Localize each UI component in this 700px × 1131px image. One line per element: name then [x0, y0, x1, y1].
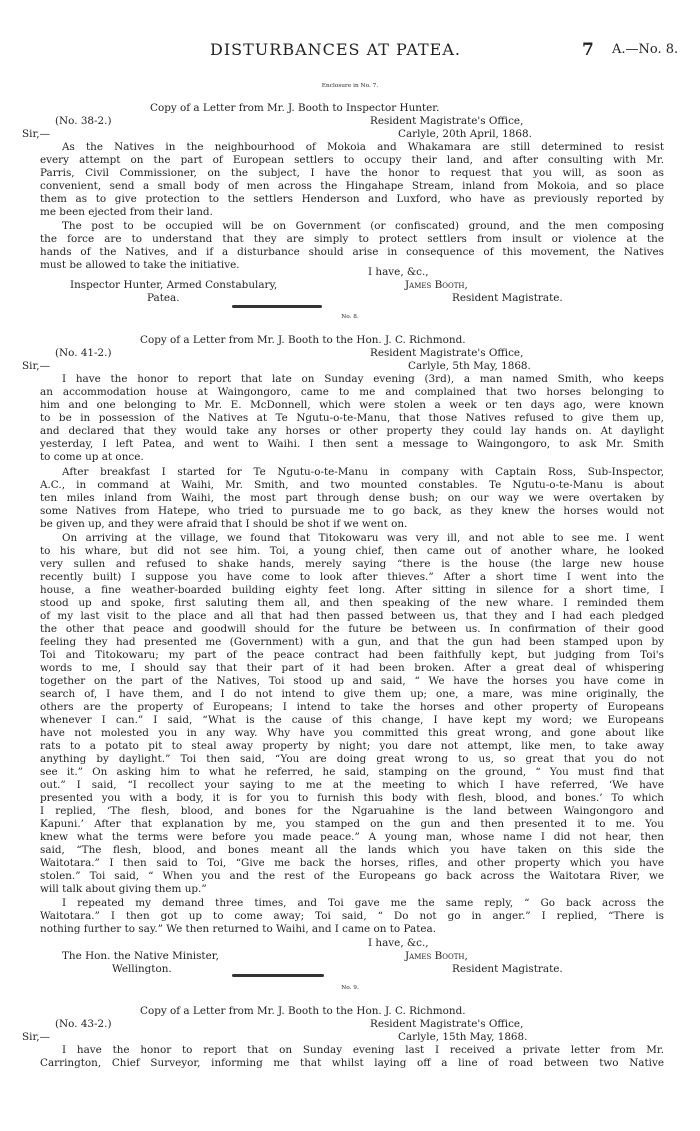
body-line: knew what the terms were before you made peace.” A young man, whose name I did not hear, then: [40, 831, 664, 843]
body-line: together on the part of the Natives, Toi stood up and said, “ We have the horses you have come in: [40, 675, 664, 687]
letter-ref-number: (No. 43-2.): [55, 1018, 112, 1030]
body-line: Waitotara.” I then said to Toi, “Give me back the horses, rifles, and other property which you have: [40, 857, 664, 869]
body-line: Carrington, Chief Surveyor, informing me that whilst laying off a line of road between two Native: [40, 1057, 664, 1069]
letter-ref-number: (No. 41-2.): [55, 347, 112, 359]
copy-line: Copy of a Letter from Mr. J. Booth to Inspector Hunter.: [150, 102, 440, 114]
body-line: A.C., in command at Waihi, Mr. Smith, and two mounted constables. Te Ngutu-o-te-Manu is about: [40, 479, 664, 491]
body-line: recently built) I suppose you have come to look after thieves.” After a short time I went into the: [40, 571, 664, 583]
body-line: I repeated my demand three times, and Toi gave me the same reply, “ Go back across the: [62, 897, 664, 909]
body-line: will talk about giving them up.”: [40, 883, 207, 895]
body-line: words to me, I should say that their part of it had been broken. After a great deal of whispering: [40, 662, 664, 674]
body-line: I have the honor to report that on Sunday evening last I received a private letter from Mr.: [62, 1044, 664, 1056]
body-line: must be allowed to take the initiative.: [40, 259, 240, 271]
body-line: As the Natives in the neighbourhood of Mokoia and Whakamara are still determined to resist: [62, 141, 664, 153]
body-line: said, “The flesh, blood, and bones meant all the lands which you have taken on this side the: [40, 844, 664, 856]
body-line: Waitotara.” I then got up to come away; Toi said, “ Do not go in anger.” I replied, “There is: [40, 910, 664, 922]
body-line: The post to be occupied will be on Government (or confiscated) ground, and the men composing: [62, 220, 664, 232]
copy-line: Copy of a Letter from Mr. J. Booth to the Hon. J. C. Richmond.: [140, 1005, 466, 1017]
body-line: stolen.” Toi said, “ When you and the rest of the Europeans go back across the Waitotara River, we: [40, 870, 664, 882]
addressee: The Hon. the Native Minister,: [62, 950, 219, 962]
salutation: Sir,—: [22, 128, 50, 140]
section-heading: No. 9.: [341, 985, 359, 991]
office-line: Resident Magistrate's Office,: [370, 115, 524, 127]
body-line: very sullen and refused to shake hands, merely saying “there is the house (the large new house: [40, 558, 664, 570]
section-divider: [232, 305, 322, 308]
body-line: others are the property of Europeans; I intend to take the horses and other property of Europeans: [40, 701, 664, 713]
body-line: Kapuni.’ After that explanation by me, you stamped on the gun and then presented it to me. You: [40, 818, 664, 830]
page-number: 7: [582, 40, 594, 60]
letter-ref-number: (No. 38-2.): [55, 115, 112, 127]
body-line: see it.” On asking him to what he referred, he said, stamping on the ground, “ You must find that: [40, 766, 664, 778]
body-line: them as to give protection to the settlers Henderson and Luxford, who have as previously reported by: [40, 193, 664, 205]
body-line: search of, I have them, and I do not intend to give them up; one, a mare, was mine originally, the: [40, 688, 664, 700]
body-line: convenient, send a small body of men across the Hingahape Stream, inland from Mokoia, and so place: [40, 180, 664, 192]
section-heading: No. 8.: [341, 314, 359, 320]
body-line: rats to a potato pit to steal away property by night; you dare not attempt, like men, to take away: [40, 740, 664, 752]
body-line: him and one belonging to Mr. E. McDonnell, which were stolen a week or ten days ago, were known: [40, 399, 664, 411]
addressee-place: Wellington.: [112, 963, 172, 975]
place-date: Carlyle, 20th April, 1868.: [398, 128, 532, 140]
signature-title: Resident Magistrate.: [452, 963, 563, 975]
body-line: and declared that they would take any horses or other property they could lay hands on. At daylight: [40, 425, 664, 437]
body-line: to be in possession of the Natives at Te Ngutu-o-te-Manu, that those Natives refused to give them up,: [40, 412, 664, 424]
body-line: Toi and Titokowaru; my part of the peace contract had been faithfully kept, but judging from Toi's: [40, 649, 664, 661]
body-line: an accommodation house at Waingongoro, came to me and complained that two horses belonging to: [40, 386, 664, 398]
document-reference: A.—No. 8.: [612, 42, 679, 57]
body-line: I replied, ‘The flesh, blood, and bones for the Ngaruahine is the land between Waingongoro and: [40, 805, 664, 817]
body-line: nothing further to say.” We then returned to Waihi, and I came on to Patea.: [40, 923, 437, 935]
body-line: yesterday, I left Patea, and went to Waihi. I then sent a message to Waingongoro, to ask Mr. Smith: [40, 438, 664, 450]
signature-title: Resident Magistrate.: [452, 292, 563, 304]
copy-line: Copy of a Letter from Mr. J. Booth to the Hon. J. C. Richmond.: [140, 334, 466, 346]
body-line: have not molested you in any way. Why have you committed this great wrong, and gone about like: [40, 727, 664, 739]
section-divider: [232, 974, 324, 977]
body-line: whenever I can.” I said, “What is the cause of this change, I have kept my word; we Europeans: [40, 714, 664, 726]
body-line: out.” I said, “I recollect your saying to me at the meeting to which I have referred, ‘We have: [40, 779, 664, 791]
body-line: be given up, and they were afraid that I should be shot if we went on.: [40, 518, 408, 530]
office-line: Resident Magistrate's Office,: [370, 347, 524, 359]
body-line: hands of the Natives, and if a disturbance should arise in consequence of this movement, the Natives: [40, 246, 664, 258]
salutation: Sir,—: [22, 360, 50, 372]
place-date: Carlyle, 15th May, 1868.: [398, 1031, 528, 1043]
office-line: Resident Magistrate's Office,: [370, 1018, 524, 1030]
body-line: to come up at once.: [40, 451, 144, 463]
body-line: After breakfast I started for Te Ngutu-o-te-Manu in company with Captain Ross, Sub-Inspector,: [62, 466, 664, 478]
body-line: the other that peace and goodwill should for the future be between us. In confirmation of their good: [40, 623, 664, 635]
addressee-place: Patea.: [147, 292, 180, 304]
body-line: On arriving at the village, we found that Titokowaru was very ill, and not able to see me. I went: [62, 532, 664, 544]
running-title: DISTURBANCES AT PATEA.: [210, 40, 461, 59]
body-line: anything by daylight.” Toi then said, “You are doing great wrong to us, so great that you do not: [40, 753, 664, 765]
addressee: Inspector Hunter, Armed Constabulary,: [70, 279, 278, 291]
body-line: house, a fine weather-boarded building eighty feet long. After sitting in silence for a short time, I: [40, 584, 664, 596]
body-line: me been ejected from their land.: [40, 206, 213, 218]
body-line: to his whare, but did not see him. Toi, a young chief, then came out of another whare, he looked: [40, 545, 664, 557]
running-header: [0, 40, 700, 66]
place-date: Carlyle, 5th May, 1868.: [408, 360, 531, 372]
signature: James Booth,: [405, 950, 468, 962]
signature: James Booth,: [405, 279, 468, 291]
salutation: Sir,—: [22, 1031, 50, 1043]
body-line: the force are to understand that they are simply to protect settlers from insult or violence at the: [40, 233, 664, 245]
closing: I have, &c.,: [368, 937, 429, 949]
body-line: ten miles inland from Waihi, the most part through dense bush; on our way we were overtaken by: [40, 492, 664, 504]
body-line: presented you with a body, it is for you to furnish this body with flesh, blood, and bones.’ To which: [40, 792, 664, 804]
body-line: I have the honor to report that late on Sunday evening (3rd), a man named Smith, who keeps: [62, 373, 664, 385]
body-line: every attempt on the part of European settlers to occupy their land, and after consulting with Mr.: [40, 154, 664, 166]
closing: I have, &c.,: [368, 266, 429, 278]
body-line: stood up and spoke, first saluting them all, and then speaking of the new whare. I reminded them: [40, 597, 664, 609]
body-line: some Natives from Hatepe, who tried to pursuade me to go back, as they knew the horses would not: [40, 505, 664, 517]
body-line: Parris, Civil Commissioner, on the subject, I have the honor to request that you will, as soon as: [40, 167, 664, 179]
body-line: of my last visit to the place and all that had then passed between us, that they and I had each pledged: [40, 610, 664, 622]
body-line: feeling they had presented me (Government) with a gun, and that the gun had been stamped upon by: [40, 636, 664, 648]
section-heading: Enclosure in No. 7.: [321, 83, 379, 89]
